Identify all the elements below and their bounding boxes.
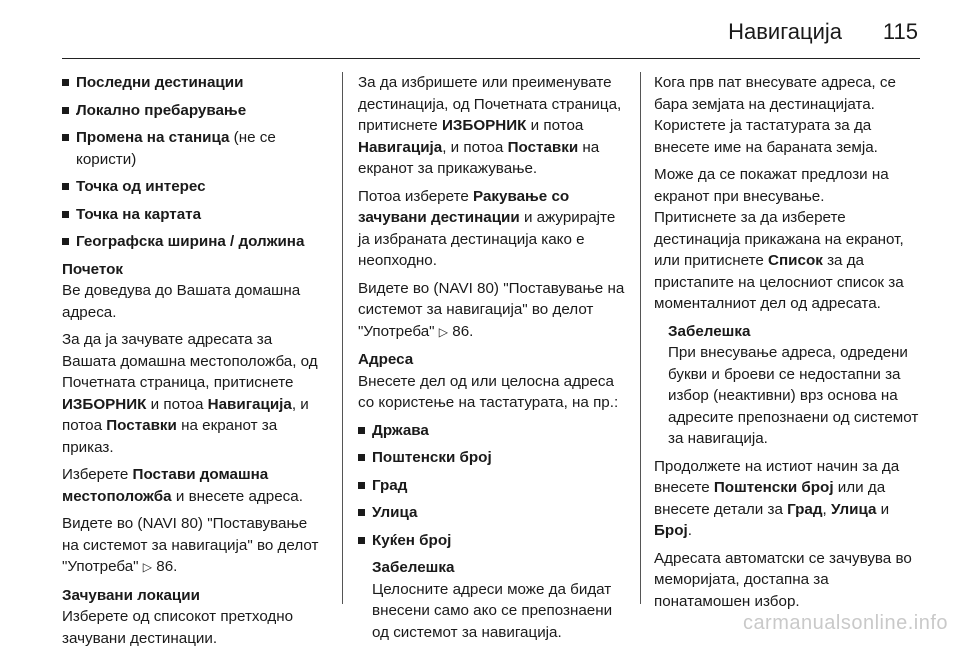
paragraph: Видете во (NAVI 80) "Поставување на системот за навигација" во делот "Употреба" ▷ 86. — [62, 515, 319, 575]
page-header — [0, 0, 960, 60]
column-middle — [358, 72, 630, 649]
note-text: При внесување адреса, одредени букви и броеви се недостапни за избор (неактивни) врз основа на адресите препознаени од системот за навигација. — [668, 344, 919, 447]
paragraph: Може да се покажат предлози на екранот при внесување. Притиснете за да изберете дестинација прикажана на екранот, или притиснете Список за да пристапите на целосниот список за моменталниот дел од адресата. — [654, 166, 904, 312]
list-item: Локално пребарување — [62, 100, 328, 122]
column-divider — [640, 72, 641, 604]
watermark: carmanualsonline.info — [742, 612, 948, 634]
header-rule — [62, 58, 920, 59]
note-text: Целосните адреси може да бидат внесени само ако се препознаени од системот за навигација. — [372, 580, 613, 641]
paragraph: Изберете Постави домашна местоположба и внесете адреса. — [62, 466, 303, 505]
list-item: Промена на станица (не се користи) — [62, 127, 328, 170]
page-reference[interactable]: 86. — [156, 558, 178, 575]
note-box — [358, 557, 630, 643]
section-heading: Адреса — [358, 351, 414, 368]
note-box — [654, 321, 926, 450]
column-right — [654, 72, 926, 618]
paragraph: Потоа изберете Ракување со зачувани дестинации и ажурирајте ја избраната дестинација како е неопходно. — [358, 187, 616, 269]
paragraph-text: Изберете од списокот претходно зачувани дестинации. — [62, 608, 294, 647]
list-item: Точка на картата — [62, 204, 328, 226]
address-section — [358, 349, 630, 414]
address-fields-list — [358, 420, 630, 552]
list-item: Куќен број — [358, 530, 630, 552]
column-divider — [342, 72, 343, 604]
paragraph: Видете во (NAVI 80) "Поставување на системот за навигација" во делот "Употреба" ▷ 86. — [358, 279, 625, 340]
list-item: Улица — [358, 502, 630, 524]
home-section — [62, 259, 328, 324]
list-item: Последни дестинации — [62, 72, 328, 94]
page-number: 115 — [882, 19, 918, 44]
page-title: Навигација — [728, 19, 842, 44]
paragraph: Кога прв пат внесувате адреса, се бара земјата на дестинацијата. Користете ја тастатурата за да внесете име на бараната земја. — [654, 74, 896, 156]
section-heading: Почеток — [62, 260, 123, 278]
saved-locations-section — [62, 585, 328, 650]
paragraph: За да ја зачувате адресата за Вашата домашна местоположба, од Почетната страница, притиснете ИЗБОРНИК и потоа Навигација, и потоа Поставки на екранот за приказ. — [62, 331, 318, 456]
paragraph-text: Ве доведува до Вашата домашна адреса. — [62, 282, 301, 321]
arrow-right-icon[interactable]: ▷ — [438, 324, 449, 339]
paragraph: Продолжете на истиот начин за да внесете Поштенски број или да внесете детали за Град, Улица и Број. — [654, 457, 900, 539]
list-item: Географска ширина / должина — [62, 231, 328, 253]
list-item: Поштенски број — [358, 447, 630, 469]
list-item: Град — [358, 475, 630, 497]
paragraph-text: Внесете дел од или целосна адреса со користење на тастатурата, на пр.: — [358, 372, 619, 411]
section-heading: Зачувани локации — [62, 586, 200, 604]
menu-options-list — [62, 72, 328, 253]
arrow-right-icon[interactable]: ▷ — [142, 560, 153, 574]
list-item: Држава — [358, 420, 630, 442]
paragraph: За да избришете или преименувате дестинација, од Почетната страница, притиснете ИЗБОРНИК и потоа Навигација, и потоа Поставки на екранот за прикажување. — [358, 74, 622, 177]
column-left — [62, 72, 328, 655]
note-heading: Забелешка — [668, 322, 751, 340]
paragraph: Адресата автоматски се зачувува во меморијата, достапна за понатамошен избор. — [654, 549, 912, 610]
list-item: Точка од интерес — [62, 176, 328, 198]
page-reference[interactable]: 86. — [452, 322, 474, 340]
note-heading: Забелешка — [372, 559, 455, 576]
